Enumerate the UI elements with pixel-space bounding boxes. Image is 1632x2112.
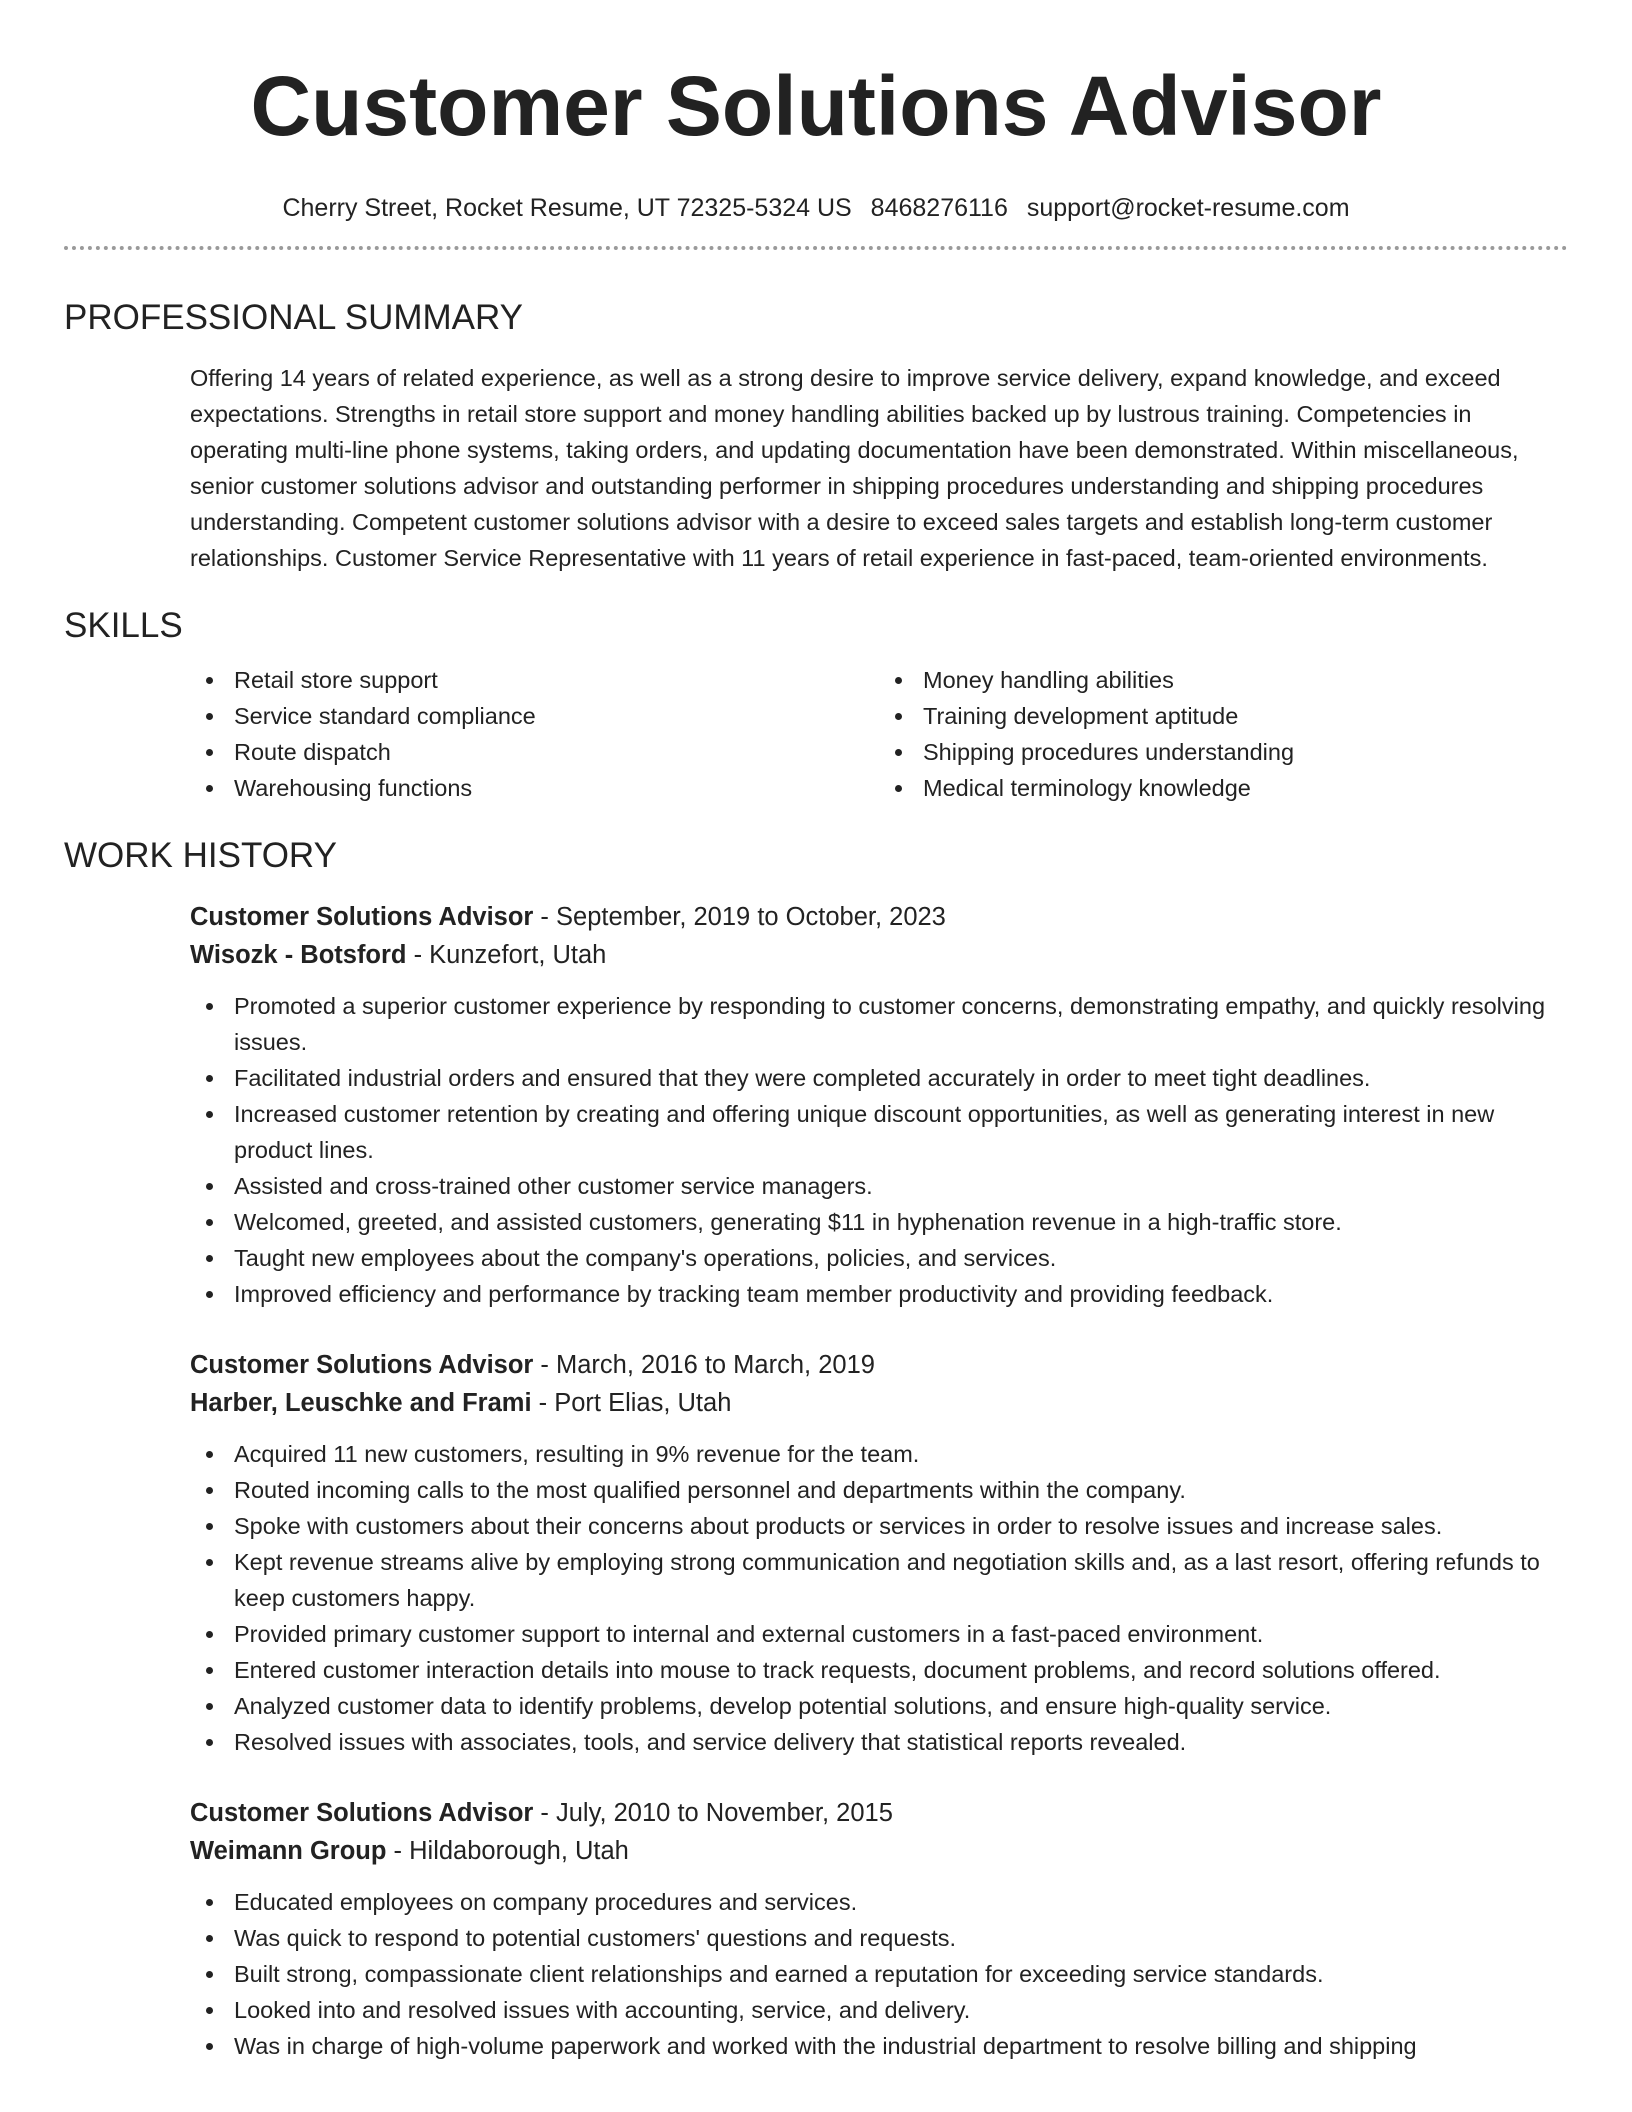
- skill-item: Training development aptitude: [923, 698, 1568, 734]
- contact-phone: 8468276116: [870, 194, 1008, 222]
- job-bullets: [190, 988, 1568, 1312]
- job-bullet: Welcomed, greeted, and assisted customers, generating $11 in hyphenation revenue in a high-traffic store.: [190, 1204, 1568, 1240]
- job-bullet: Analyzed customer data to identify problems, develop potential solutions, and ensure high-quality service.: [190, 1688, 1568, 1724]
- job-bullet: Was in charge of high-volume paperwork and worked with the industrial department to resolve billing and shipping: [190, 2028, 1568, 2064]
- job-company-line: [190, 1832, 1568, 1870]
- job-bullet: Built strong, compassionate client relationships and earned a reputation for exceeding service standards.: [190, 1956, 1568, 1992]
- job-entry: [190, 1346, 1568, 1760]
- skill-item: Money handling abilities: [923, 662, 1568, 698]
- contact-line: [64, 192, 1568, 224]
- job-entry: [190, 898, 1568, 1312]
- section-title-work-history: WORK HISTORY: [64, 836, 337, 875]
- job-bullet: Spoke with customers about their concerns about products or services in order to resolve issues and increase sales.: [190, 1508, 1568, 1544]
- job-bullet: Increased customer retention by creating and offering unique discount opportunities, as well as generating interest in new product lines.: [190, 1096, 1568, 1168]
- job-location: - Hildaborough, Utah: [386, 1837, 629, 1865]
- skills-list-right: [879, 662, 1568, 806]
- job-company: Weimann Group: [190, 1837, 387, 1865]
- job-bullet: Was quick to respond to potential customers' questions and requests.: [190, 1920, 1568, 1956]
- job-bullet: Facilitated industrial orders and ensured that they were completed accurately in order to meet tight deadlines.: [190, 1060, 1568, 1096]
- contact-email: support@rocket-resume.com: [1026, 194, 1350, 222]
- work-history-section: [190, 898, 1568, 2064]
- job-company: Harber, Leuschke and Frami: [190, 1389, 532, 1417]
- summary-section: [190, 360, 1568, 576]
- job-dates: - September, 2019 to October, 2023: [533, 903, 946, 931]
- section-title-skills: SKILLS: [64, 606, 183, 645]
- skills-section: [190, 662, 1568, 806]
- job-bullets: [190, 1884, 1568, 2064]
- job-role: Customer Solutions Advisor: [190, 903, 534, 931]
- job-bullet: Acquired 11 new customers, resulting in 9% revenue for the team.: [190, 1436, 1568, 1472]
- job-bullet: Assisted and cross-trained other customer service managers.: [190, 1168, 1568, 1204]
- skills-grid: [190, 662, 1568, 806]
- job-location: - Kunzefort, Utah: [406, 941, 607, 969]
- job-role-line: [190, 1346, 1568, 1384]
- job-company-line: [190, 936, 1568, 974]
- job-role: Customer Solutions Advisor: [190, 1351, 534, 1379]
- job-bullet: Taught new employees about the company's operations, policies, and services.: [190, 1240, 1568, 1276]
- skill-item: Retail store support: [234, 662, 879, 698]
- resume-page: [64, 0, 1568, 2064]
- header-divider: [64, 246, 1568, 250]
- job-role-line: [190, 898, 1568, 936]
- job-location: - Port Elias, Utah: [531, 1389, 732, 1417]
- skill-item: Service standard compliance: [234, 698, 879, 734]
- job-bullet: Improved efficiency and performance by tracking team member productivity and providing feedback.: [190, 1276, 1568, 1312]
- skills-list-left: [190, 662, 879, 806]
- job-bullet: Routed incoming calls to the most qualified personnel and departments within the company.: [190, 1472, 1568, 1508]
- job-bullets: [190, 1436, 1568, 1760]
- job-dates: - March, 2016 to March, 2019: [533, 1351, 875, 1379]
- page-title: Customer Solutions Advisor: [250, 59, 1382, 153]
- contact-address: Cherry Street, Rocket Resume, UT 72325-5324 US: [282, 194, 852, 222]
- section-title-summary: PROFESSIONAL SUMMARY: [64, 298, 523, 337]
- summary-text: Offering 14 years of related experience, as well as a strong desire to improve service delivery, expand knowledge, and exceed expectations. Strengths in retail store support and money handling abilities backed up by lustrous training. Competencies in operating multi-line phone systems, taking orders, and updating documentation have been demonstrated. Within miscellaneous, senior customer solutions advisor and outstanding performer in shipping procedures understanding and shipping procedures understanding. Competent customer solutions advisor with a desire to exceed sales targets and establish long-term customer relationships. Customer Service Representative with 11 years of retail experience in fast-paced, team-oriented environments.: [190, 365, 1519, 571]
- job-entry: [190, 1794, 1568, 2064]
- job-bullet: Resolved issues with associates, tools, and service delivery that statistical reports revealed.: [190, 1724, 1568, 1760]
- job-role: Customer Solutions Advisor: [190, 1799, 534, 1827]
- skill-item: Medical terminology knowledge: [923, 770, 1568, 806]
- job-bullet: Entered customer interaction details into mouse to track requests, document problems, and record solutions offered.: [190, 1652, 1568, 1688]
- job-bullet: Promoted a superior customer experience by responding to customer concerns, demonstrating empathy, and quickly resolving issues.: [190, 988, 1568, 1060]
- job-company-line: [190, 1384, 1568, 1422]
- job-bullet: Educated employees on company procedures and services.: [190, 1884, 1568, 1920]
- job-bullet: Kept revenue streams alive by employing strong communication and negotiation skills and, as a last resort, offering refunds to keep customers happy.: [190, 1544, 1568, 1616]
- job-company: Wisozk - Botsford: [190, 941, 407, 969]
- job-dates: - July, 2010 to November, 2015: [533, 1799, 893, 1827]
- skill-item: Warehousing functions: [234, 770, 879, 806]
- skill-item: Route dispatch: [234, 734, 879, 770]
- job-role-line: [190, 1794, 1568, 1832]
- job-bullet: Looked into and resolved issues with accounting, service, and delivery.: [190, 1992, 1568, 2028]
- job-bullet: Provided primary customer support to internal and external customers in a fast-paced environment.: [190, 1616, 1568, 1652]
- skill-item: Shipping procedures understanding: [923, 734, 1568, 770]
